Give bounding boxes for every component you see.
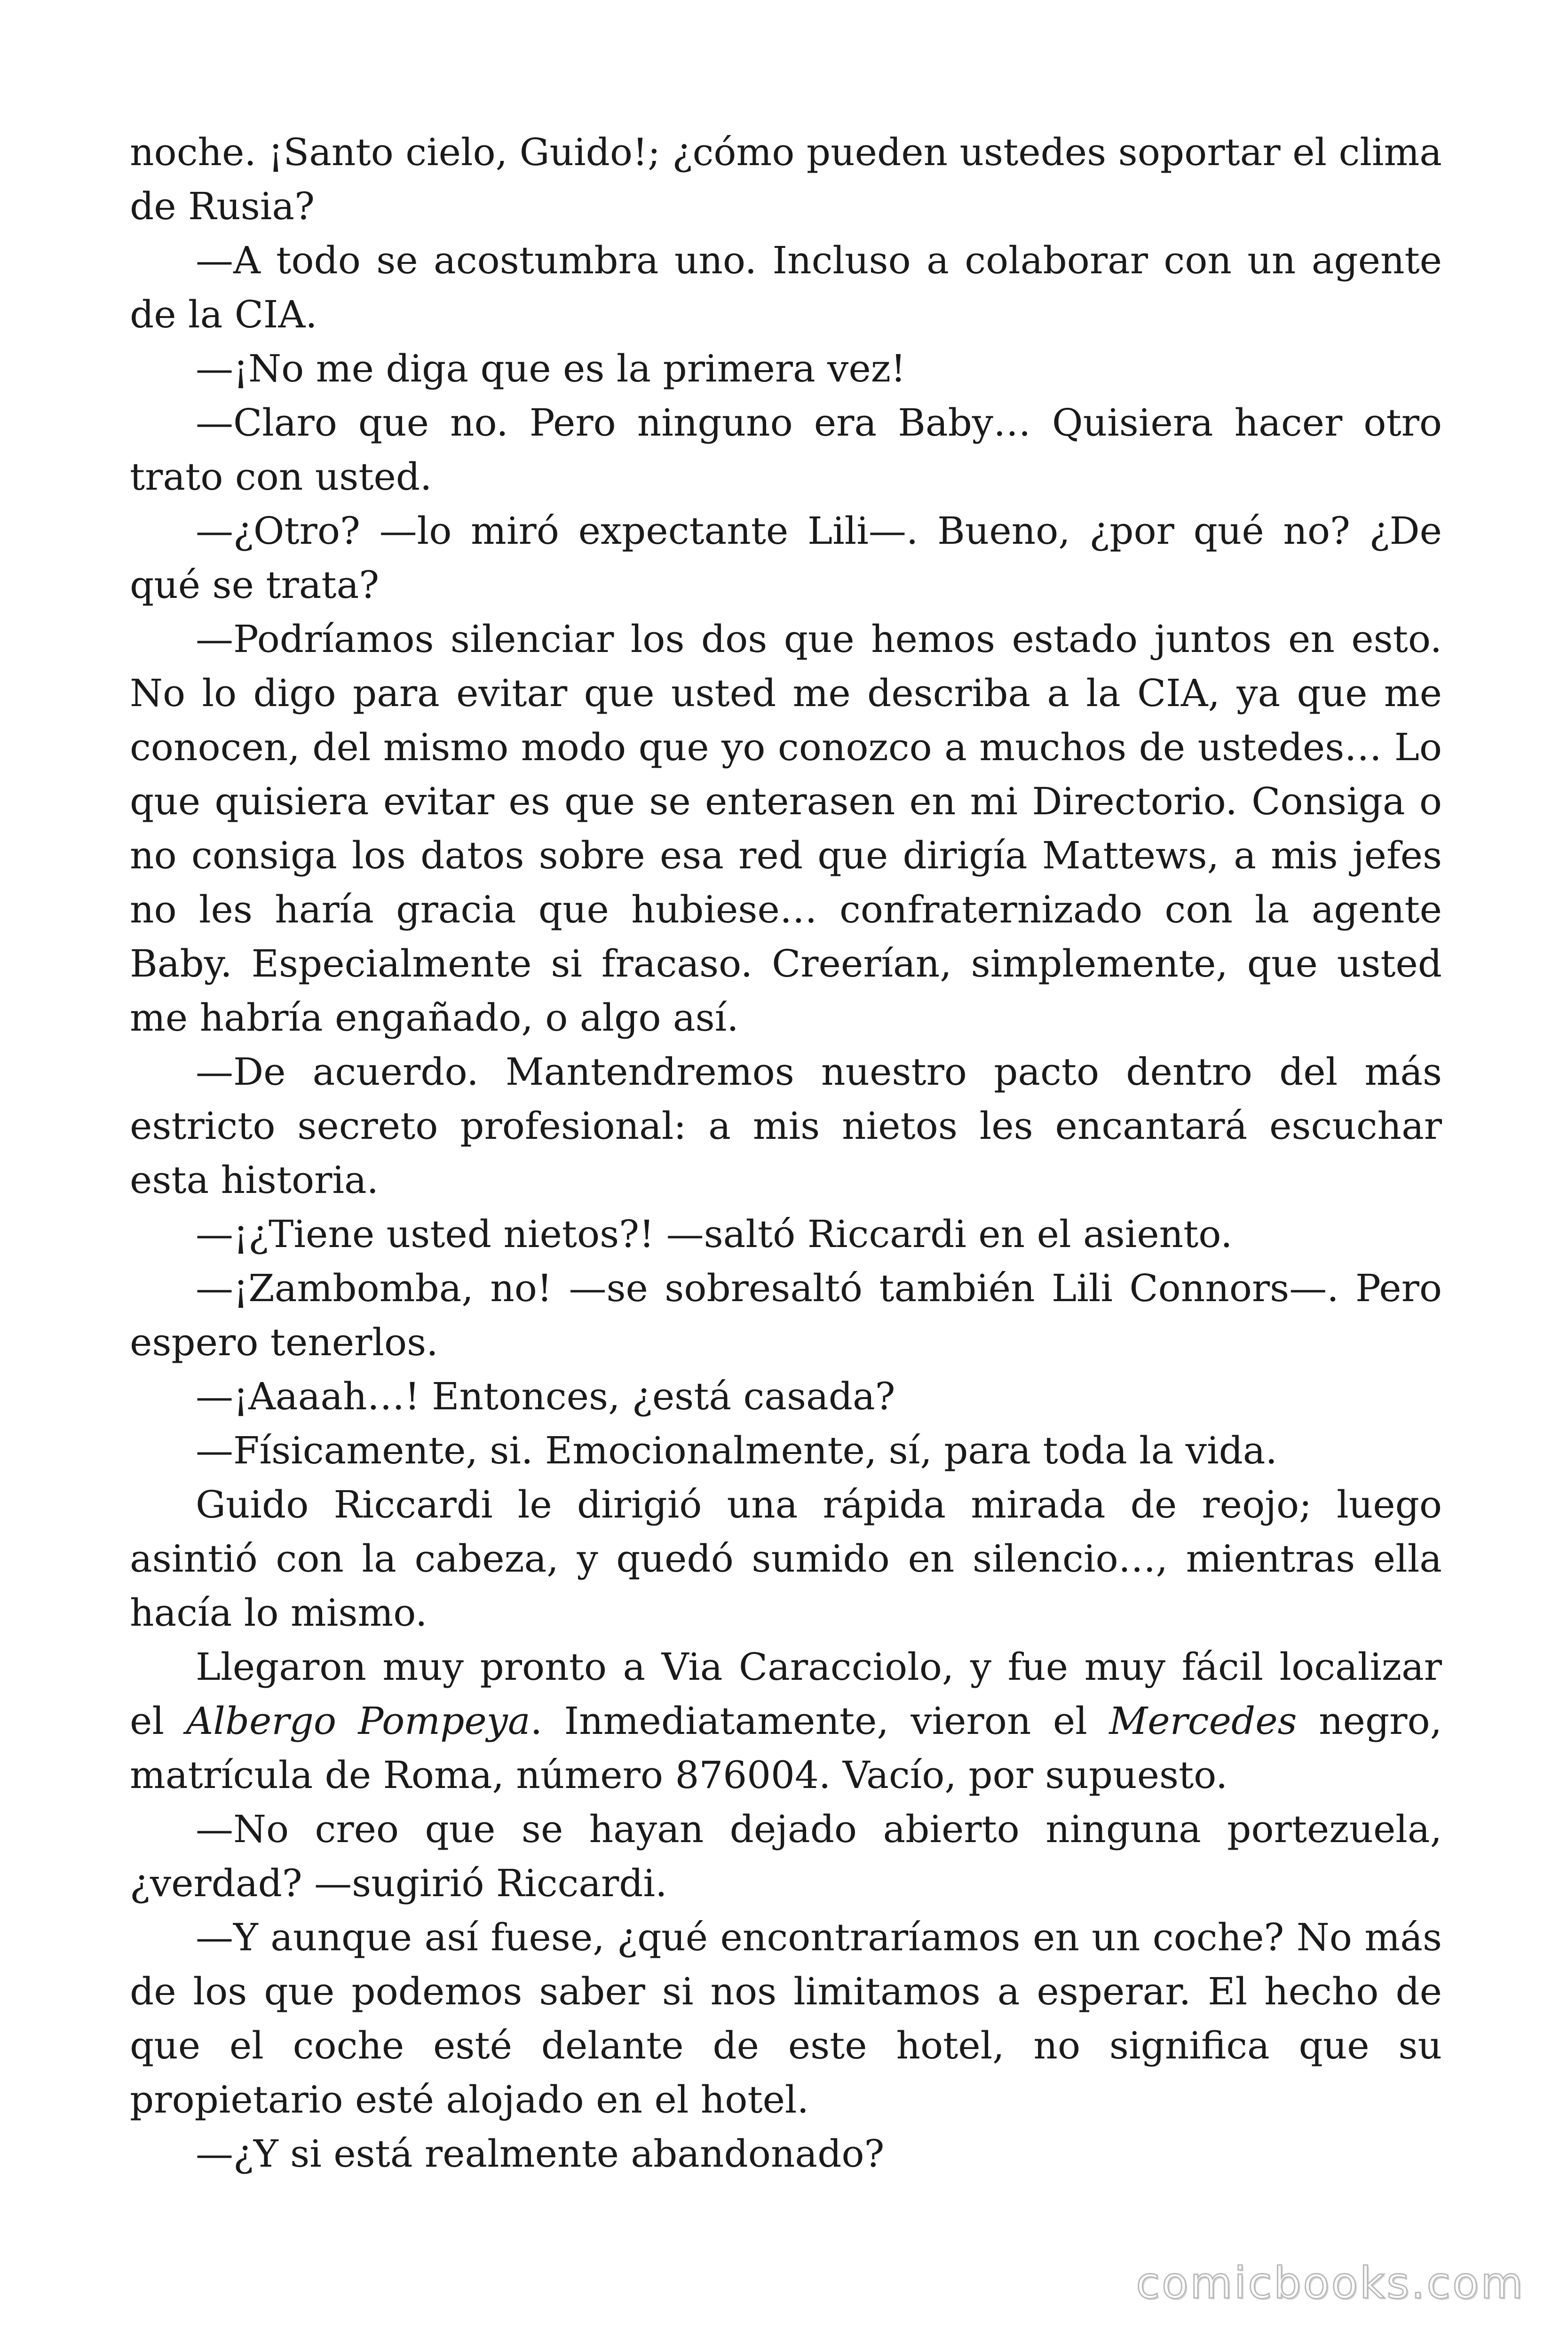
page-body-text: [130, 125, 1442, 2181]
site-watermark: comicbooks.com: [1136, 2258, 1525, 2308]
hotel-name-italic: Albergo Pompeya: [186, 1699, 531, 1743]
paragraph-2-text: —A todo se acostumbra uno. Incluso a colaborar con un agente de la CIA.: [130, 238, 1442, 336]
paragraph-7: [130, 1045, 1442, 1207]
paragraph-16-text: —¿Y si está realmente abandonado?: [196, 2132, 885, 2176]
paragraph-13-text-a: Llegaron muy pronto a Via Caracciolo, y fue muy fácil localizar el: [130, 1645, 1442, 1743]
car-brand-italic: Mercedes: [1109, 1699, 1297, 1743]
paragraph-1-text: noche. ¡Santo cielo, Guido!; ¿cómo pueden ustedes soportar el clima de Rusia?: [130, 130, 1442, 228]
paragraph-9: [130, 1261, 1442, 1369]
paragraph-6-text: —Podríamos silenciar los dos que hemos estado juntos en esto. No lo digo para evitar que usted me describa a la CIA, ya que me conocen, del mismo modo que yo conozco a muchos de ustedes… Lo que quisiera evitar es que se enterasen en mi Directorio. Consiga o no consiga los datos sobre esa red que dirigía Mattews, a mis jefes no les haría gracia que hubiese… confraternizado con la agente Baby. Especialmente si fracaso. Creerían, simplemente, que usted me habría engañado, o algo así.: [130, 617, 1442, 1040]
paragraph-8: [130, 1207, 1442, 1261]
paragraph-12-text: Guido Riccardi le dirigió una rápida mirada de reojo; luego asintió con la cabeza, y quedó sumido en silencio…, mientras ella hacía lo mismo.: [130, 1483, 1442, 1635]
paragraph-14: [130, 1802, 1442, 1910]
paragraph-12: [130, 1478, 1442, 1640]
paragraph-15-text: —Y aunque así fuese, ¿qué encontraríamos en un coche? No más de los que podemos saber si nos limitamos a esperar. El hecho de que el coche esté delante de este hotel, no significa que su propietario esté alojado en el hotel.: [130, 1915, 1442, 2122]
paragraph-16: [130, 2127, 1442, 2181]
paragraph-10: [130, 1369, 1442, 1423]
paragraph-15: [130, 1910, 1442, 2127]
paragraph-13-text-b: . Inmediatamente, vieron el: [530, 1699, 1109, 1743]
paragraph-5: [130, 504, 1442, 612]
paragraph-5-text: —¿Otro? —lo miró expectante Lili—. Bueno, ¿por qué no? ¿De qué se trata?: [130, 509, 1442, 607]
paragraph-2: [130, 233, 1442, 342]
paragraph-1: [130, 125, 1442, 233]
paragraph-3-text: —¡No me diga que es la primera vez!: [196, 347, 906, 390]
paragraph-13: [130, 1640, 1442, 1802]
paragraph-11: [130, 1423, 1442, 1478]
paragraph-7-text: —De acuerdo. Mantendremos nuestro pacto dentro del más estricto secreto profesional: a mis nietos les encantará escuchar esta historia.: [130, 1050, 1442, 1202]
paragraph-4-text: —Claro que no. Pero ninguno era Baby… Quisiera hacer otro trato con usted.: [130, 401, 1442, 499]
paragraph-14-text: —No creo que se hayan dejado abierto ninguna portezuela, ¿verdad? —sugirió Riccardi.: [130, 1807, 1442, 1905]
paragraph-9-text: —¡Zambomba, no! —se sobresaltó también Lili Connors—. Pero espero tenerlos.: [130, 1266, 1442, 1364]
paragraph-13-text-c: negro, matrícula de Roma, número 876004. Vacío, por supuesto.: [130, 1699, 1442, 1797]
paragraph-6: [130, 612, 1442, 1045]
paragraph-11-text: —Físicamente, si. Emocionalmente, sí, para toda la vida.: [196, 1429, 1277, 1472]
paragraph-10-text: —¡Aaaah…! Entonces, ¿está casada?: [196, 1375, 895, 1418]
paragraph-3: [130, 342, 1442, 396]
paragraph-8-text: —¡¿Tiene usted nietos?! —saltó Riccardi en el asiento.: [196, 1212, 1233, 1256]
paragraph-4: [130, 396, 1442, 504]
